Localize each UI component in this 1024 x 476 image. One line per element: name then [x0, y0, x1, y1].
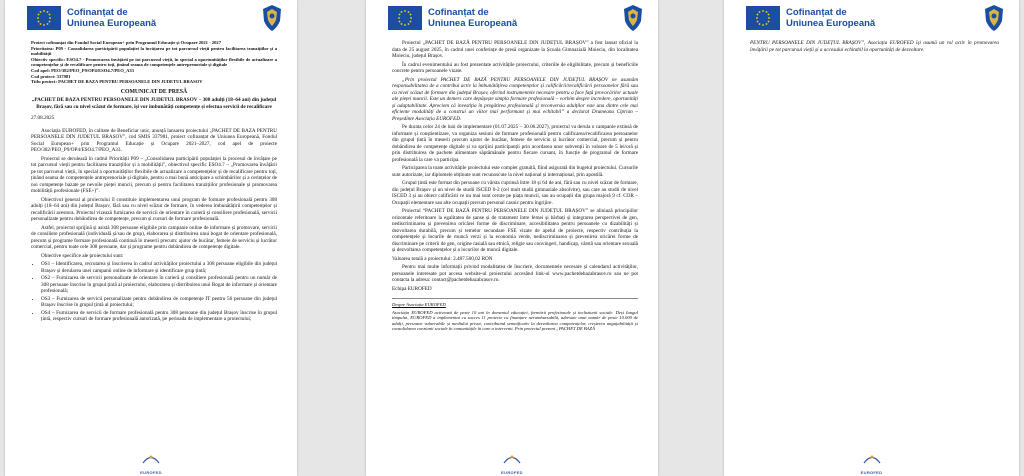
meta-line: Titlu proiect: PACHET DE BAZA PENTRU PERSOANELE DIN JUDETUL BRASOV: [31, 79, 203, 85]
contact-paragraph: Pentru mai multe informații privind modalitatea de înscriere, documentele necesare și calendarul activităților, persoanele interesate pot accesa website-ul proiectului accesând link-ul www.pachetdebazabrasov.ro sau ne pot contacta la adresa: contact@pachetdebazabrasov.ro.: [392, 264, 638, 283]
about-title: Despre Asociația EUROFED: [392, 302, 446, 307]
list-item: • OS1 – Identificarea, recrutarea și înscrierea în cadrul activităților proiectului a 308 persoane eligibile din județul Brașov și derularea unei campanii online de informare și identificare grup țintă;: [41, 261, 277, 274]
footer-logo-text: EUROFED: [140, 470, 162, 475]
quote-paragraph: „Prin proiectul PACHET DE BAZĂ PENTRU PERSOANELE DIN JUDEȚUL BRAȘOV ne asumăm responsabilitatea de a contribui activ la îmbunătățirea competențelor și calificării/recalificării persoanelor fără sau cu nivel scăzut de formare din județul Brașov, oferind instrumentele necesare pentru a face față provocărilor actuale ale pieței muncii. Este un demers care depășește simpla formare profesională – vorbim despre incredere, oportunități și adaptabilitate. Apreciem că investiția în pregătirea profesională și reconversia adulților este una dintre cele mai eficiente modalități de a construi un viitor mai performant și mai echitabil” a declarat Drumeanu Ciprian – Președinte Asociația EUROFED.: [392, 76, 638, 122]
paragraph: Participarea la toate activitățile proiectului este complet gratuită, fiind asigurată din bugetul proiectului. Cursurile sunt autorizate, iar diplomele obținute sunt recunoscute la nivel național și internațional, prin apostilă.: [392, 165, 638, 178]
romania-government-emblem-icon: [983, 4, 1005, 32]
romania-government-emblem-icon: [261, 4, 283, 32]
page-1-body: [31, 40, 277, 324]
meta-line: Prioritatea: P09 - Consolidarea participării populației la învățarea pe tot parcursul vieții pentru facilitarea tranzițiilor și a mobilității: [31, 45, 277, 57]
cofinantat-text: Cofinanțat de Uniunea Europeană: [786, 7, 876, 29]
document-page-1: [5, 0, 297, 476]
objectives-heading: Obiective specifice ale proiectului sunt:: [41, 252, 124, 259]
paragraph: Obiectivul general al proiectului îl constituie implementarea unui program de formare profesională pentru 308 adulți (18–64 ani) din județul Brașov, fără sau cu nivel scăzut de formare, în vederea îmbunătățirii competențelor și recalificării acestora. Proiectul vizează furnizarea de servicii de orientare în carieră și consiliere profesională, servicii personalizate pentru dobândirea de competențe, precum și cursuri de formare profesională.: [31, 196, 277, 223]
paragraph: Grupul țintă este format din persoane cu vârsta cuprinsă între 18 și 64 de ani, fără sau cu nivel scăzut de formare, din județul Brașov și un nivel de studii ISCED 0-2 (cel mult studii gimnaziale absolvite), sau care au studii de nivel ISCED 3 și au obiect calificării ce nu mai sunt cerute pe piața muncii, sau au ocupații din grupa majoră 9 cf. COR – Ocupații elementare sau alte ocupații precum personal casnic pentru îngrijire.: [392, 180, 638, 206]
page-header: [27, 4, 283, 34]
press-release-title: COMUNICAT DE PRESĂ: [120, 88, 188, 95]
meta-line: Obiectiv specific: ESO4.7 - Promovarea învățării pe tot parcursul vieții, în special a oportunităților flexibile de actualizare a competențelor și de recalificare pentru toți, ținând seama de competențele antreprenoriale și digitale: [31, 56, 277, 68]
page-header: [746, 4, 1005, 34]
paragraph: PENTRU PERSOANELE DIN JUDEȚUL BRAȘOV”, Asociația EUROFED își asumă un rol activ în promovarea învățării pe tot parcursul vieții și a accesului echitabil la oportunități de dezvoltare.: [750, 40, 999, 53]
cofinantat-text: Cofinanțat de Uniunea Europeană: [428, 7, 518, 29]
meta-line: Cod proiect: 337981: [31, 73, 71, 79]
paragraph: Asociația EUROFED, în calitate de Beneficiar unic, anunță lansarea proiectului „PACHET DE BAZA PENTRU PERSOANELE DIN JUDETUL BRASOV”, cod SMIS 337981, proiect cofinanțat de Uniunea Europeană, Fondul Social European+ prin Programul Educație și Ocupare 2021–2027, cod apel de proiecte PEO/382/PEO_P9/OP4/ESO4.7/PEO_A33.: [31, 127, 277, 154]
page-2-body: [392, 40, 638, 334]
page-3-body: [750, 40, 999, 55]
eurofed-logo-icon: [141, 452, 161, 465]
paragraph: Proiectul “PACHET DE BAZĂ PENTRU PERSOANELE DIN JUDEȚUL BRAȘOV” se aliniază principiilor orizontale referitoare la egalitatea de șanse și de tratament între femei și bărbați și integrarea perspectivei de gen, nediscriminarea și prevenirea oricărei forme de discriminare, accesibilitatea pentru persoanele cu dizabilități și dezvoltarea durabilă, precum și temelor secundare FSE vizate de apelul de proiecte, respectiv contribuția la competențele și locurile de muncă verzi și la economia verde, nediscriminarea și prevenirea oricărei forme de discriminare pe criterii de gen, origine rasială sau etnică, religie sau convingeri, handicap, vârstă sau orientare sexuală și dezvoltarea competențelor și a locurilor de muncă digitale.: [392, 208, 638, 253]
list-item: • OS2 – Furnizarea de servicii personalizate de orientare în carieră și consiliere profesională pentru un număr de 308 persoane înscrise în grupul țintă al proiectului, elaborarea și distribuirea unui Bogat de informare și orientare profesională;: [41, 275, 277, 295]
project-meta: [31, 40, 277, 85]
about-text: Asociația EUROFED activează de peste 10 ani în domeniul educației, formării profesionale și incluziunii sociale. Deși Iungul timpului, EUROFED a implementat cu succes 11 proiecte cu finanțare nerambursabilă, adresate unui număr de peste 10.000 de adulți, persoane vulnerabile și mediului privat, contribuind semnificativ la dezvoltarea competențelor, creșterea angajabilității și consolidarea coeziunii sociale în comunitățile în care a intervenit. Prin proiectul prezent „PACHET DE BAZĂ: [392, 309, 638, 332]
meta-line: Cod apel: PEO/382/PEO_P9/OP4/ESO4.7/PEO_A33: [31, 67, 134, 73]
page-footer: [724, 450, 1019, 474]
eurofed-logo-icon: [502, 452, 522, 465]
eu-flag-icon: [388, 6, 422, 30]
footer-logo-text: EUROFED: [501, 470, 523, 475]
eurofed-logo-icon: [862, 452, 882, 465]
cofinantat-text: Cofinanțat de Uniunea Europeană: [67, 7, 157, 29]
page-footer: [366, 450, 658, 474]
project-value: Valoarea totală a proiectului: 2.487.560,02 RON: [392, 255, 493, 262]
paragraph: Proiectul se derulează în cadrul Priorității P09 – „Consolidarea participării populației la procesul de învățare pe tot parcursul vieții pentru facilitarea tranzițiilor și a mobilității”, obiectivul specific ESO4.7 – „Promovarea învățării pe tot parcursul vieții, în special a oportunităților flexibile de actualizare a competențelor și de recalificare pentru toți, ținând seama de competențele antreprenoriale și digitale, pentru o mai bună anticipare a schimbărilor și a cerințelor de noi competențe bazate pe nevoile pieței muncii, precum și pentru facilitarea tranzițiilor profesionale și promovarea mobilității profesionale (FSE+)”.: [31, 155, 277, 195]
meta-line: Proiect cofinanțat din Fondul Social European+ prin Programul Educație și Ocupare 2021 - 2027: [31, 40, 221, 45]
release-date: 27.08.2025: [31, 115, 55, 122]
about-section: [392, 298, 638, 332]
objectives-list: [31, 261, 277, 323]
paragraph: Proiectul „PACHET DE BAZĂ PENTRU PERSOANELE DIN JUDEȚUL BRAȘOV” a fost lansat oficial la data de 25 august 2025, în cadrul unei conferințe de presă organizate la Școala Gimnazială Moieciu, din localitatea Moieciu, județul Brașov.: [392, 40, 638, 59]
press-release-subtitle: „PACHET DE BAZA PENTRU PERSOANELE DIN JUDETUL BRASOV – 308 adulți (18–64 ani) din județul Brașov, fără sau cu nivel scăzut de formare, își vor îmbunătăți competențe și efectua servicii de recalificare: [31, 97, 277, 110]
paragraph: În cadrul evenimentului au fost prezentate activitățile proiectului, criteriile de eligibilitate, precum și beneficiile concrete pentru persoanele vizate.: [392, 61, 638, 74]
page-header: [388, 4, 644, 34]
team-signature: Echipa EUROFED: [392, 285, 432, 292]
document-page-2: [366, 0, 658, 476]
paragraph: Pe durata celor 24 de luni de implementare (01.07.2025 – 30.06.2027), proiectul va derula o campanie extinsă de informare și conștientizare, va organiza sesiuni de formare profesională pentru calificarea/recalificarea persoanelor din grupul țintă în meserii precum ajutor de bucătar, femeie de serviciu și lucrător comercial, precum și pentru dobândirea de competențe digitale și va sprijini participanții prin acordarea unor subvenții în valoare de 5 lei/oră și prin distribuirea de pachete alimentare săptămânale pentru fiecare cursant, în funcție de programul de formare profesională la care va participa.: [392, 124, 638, 163]
list-item: • OS3 – Furnizarea de servicii personalizate pentru dobândirea de competențe IT pentru 56 persoane din județul Brașov înscrise în grupul țintă al proiectului;: [41, 296, 277, 309]
romania-government-emblem-icon: [622, 4, 644, 32]
eu-flag-icon: [746, 6, 780, 30]
list-item: • OS4 – Furnizarea de servicii de formare profesională pentru 308 persoane din județul Brașov înscrise în grupul țintă, respectiv cursuri de formare profesională autorizată, pe perioada de implementare a proiectului;: [41, 310, 277, 323]
paragraph: Astfel, proiectul sprijină și asistă 308 persoane eligibile prin campanie online de informare și promovare, servicii de consiliere profesională (individuală și/sau de grup), elaborarea și distribuirea unui bogat de orientare profesională, precum și programe formare profesională continuă în meserii precum: ajutor de bucătar, femeie de serviciu și lucrător comercial, pentru toate cele 308 persoane, dar și programe pentru dobândirea de competențe digitale.: [31, 224, 277, 251]
footer-logo-text: EUROFED: [860, 470, 883, 475]
page-footer: [5, 450, 297, 474]
document-page-3: [724, 0, 1019, 476]
eu-flag-icon: [27, 6, 61, 30]
